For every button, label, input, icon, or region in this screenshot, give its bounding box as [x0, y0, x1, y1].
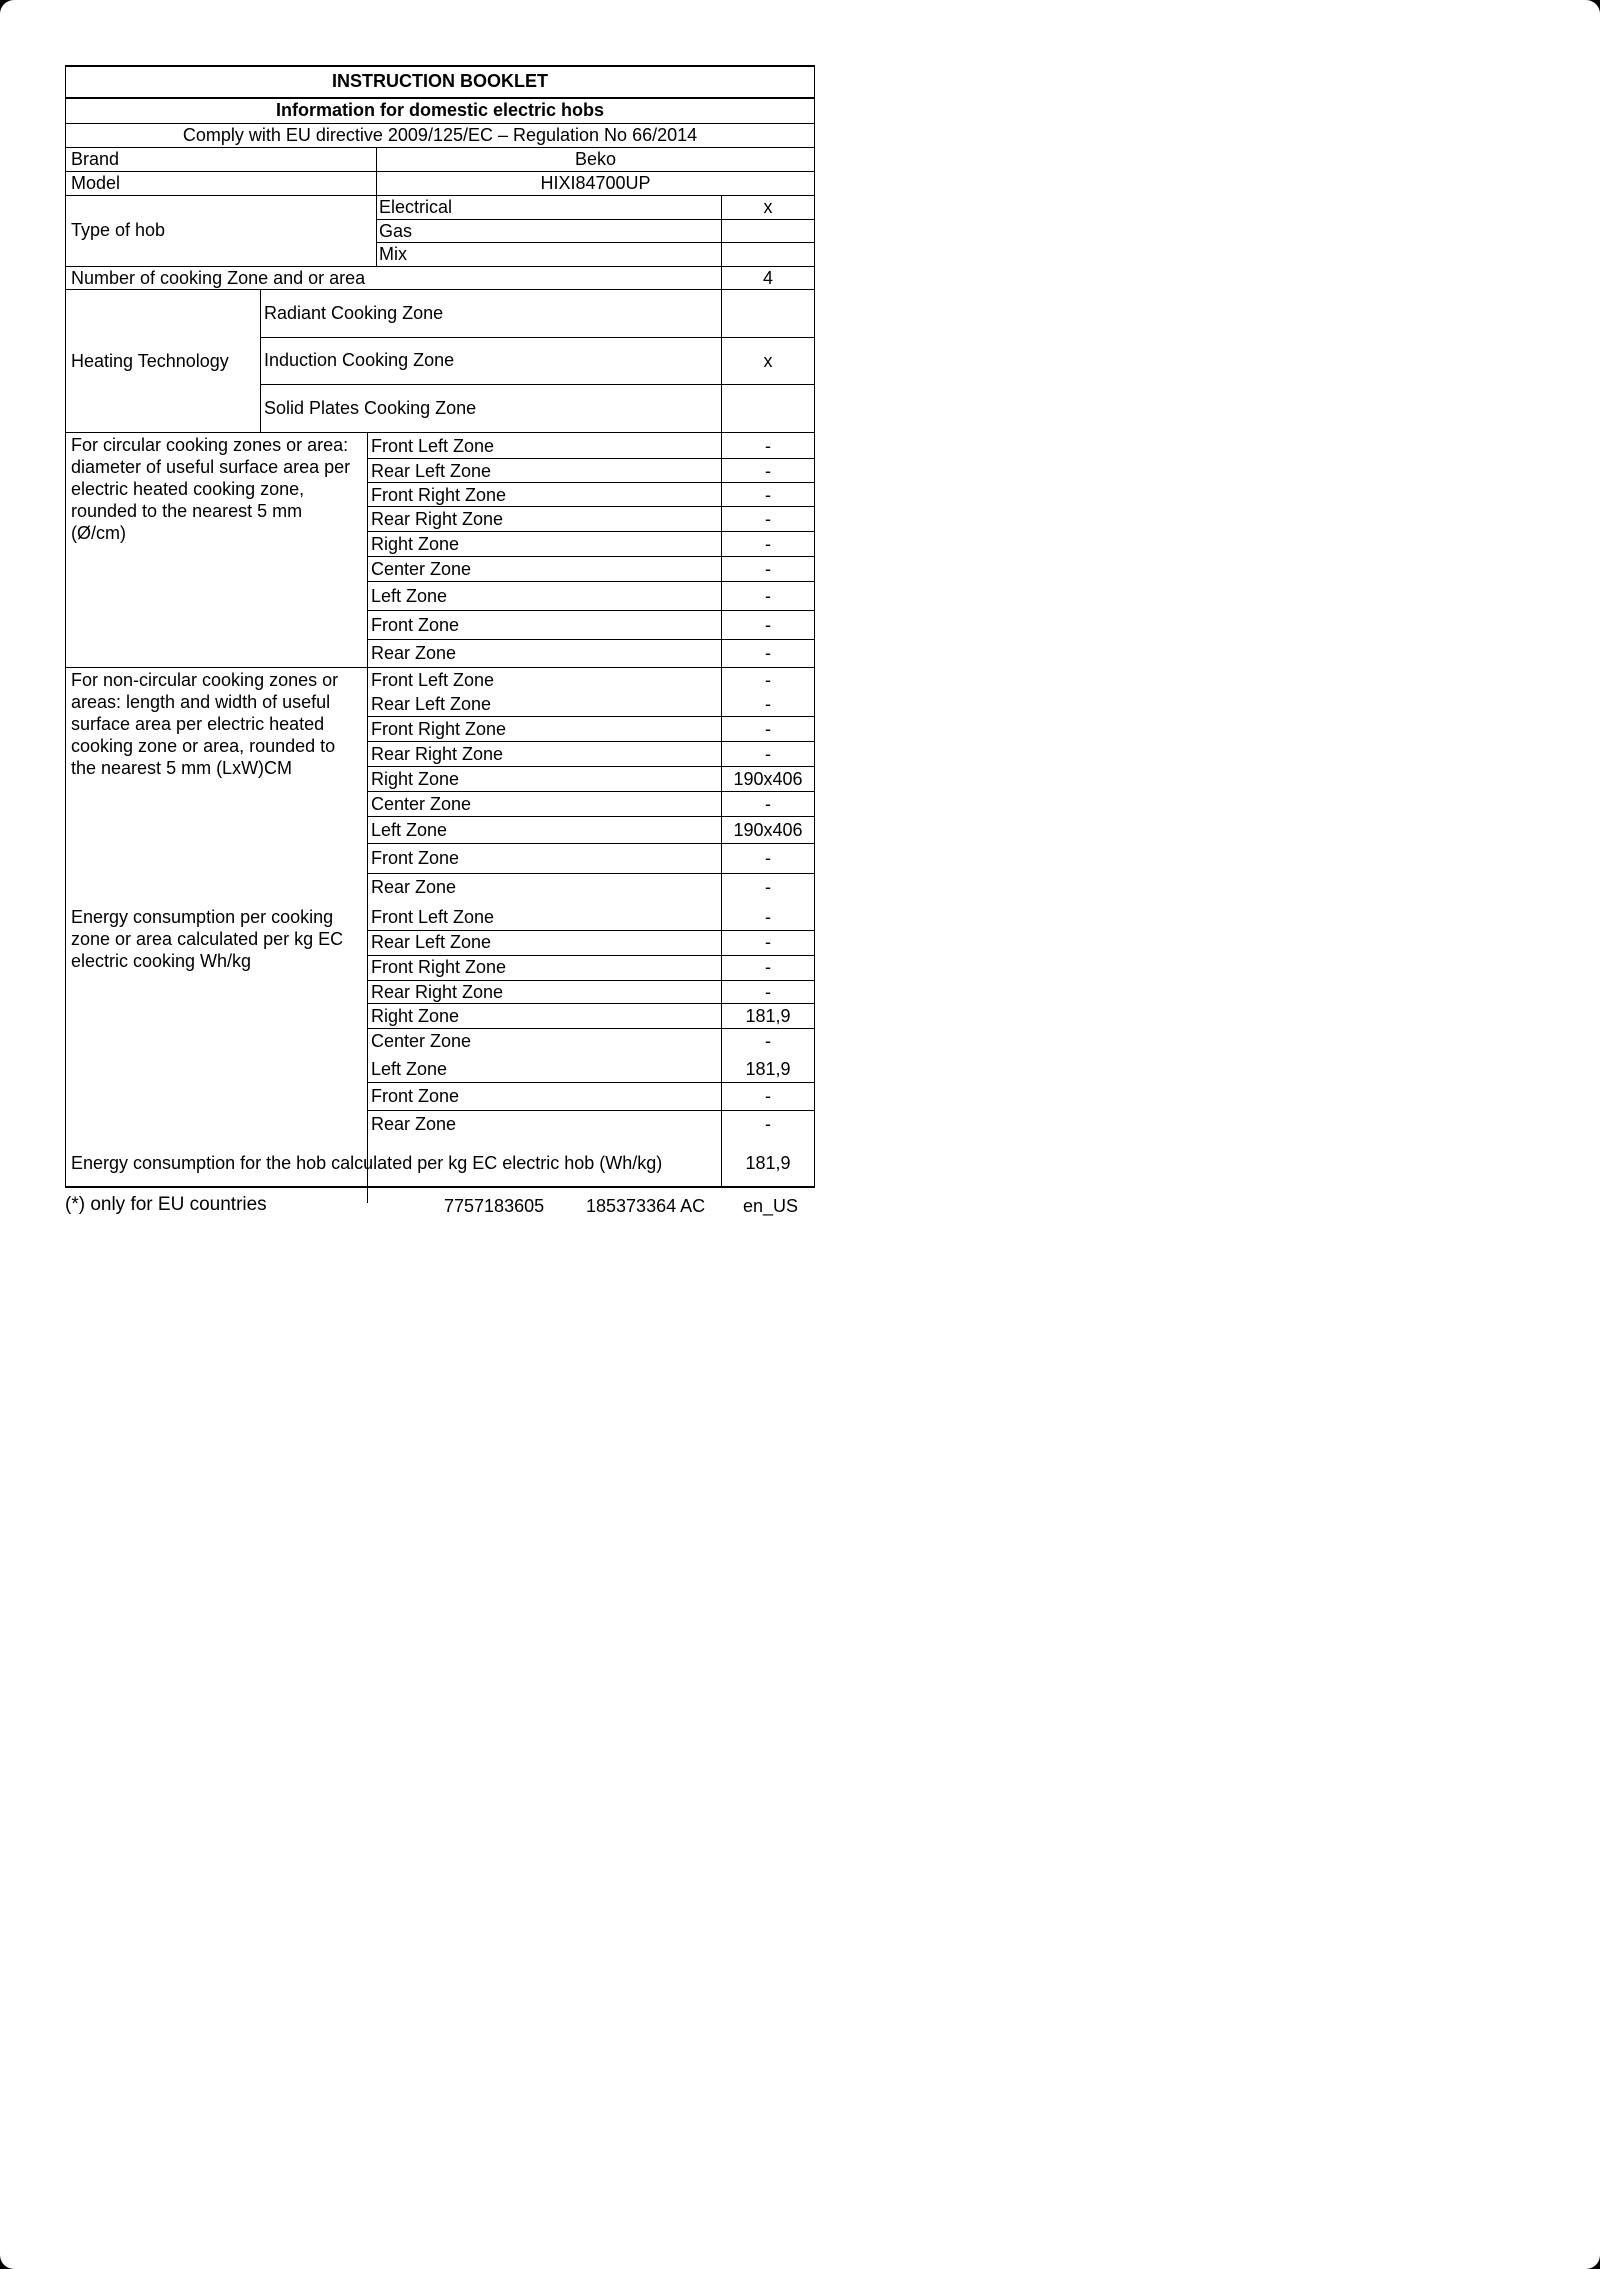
circular-zone-value: - — [765, 509, 771, 529]
circular-zone-value: - — [765, 461, 771, 481]
hob-type-option: Mix — [379, 244, 407, 264]
energy-zone-value: - — [765, 907, 771, 927]
heating-option: Solid Plates Cooking Zone — [264, 398, 477, 418]
energy-zone-name: Rear Zone — [371, 1114, 457, 1134]
brand-value: Beko — [574, 149, 617, 169]
circular-zone-name: Left Zone — [371, 586, 448, 606]
energy-zone-name: Right Zone — [371, 1006, 460, 1026]
booklet-subtitle: Information for domestic electric hobs — [275, 100, 605, 120]
zones-count-label: Number of cooking Zone and or area — [71, 268, 366, 288]
energy-hob-value: 181,9 — [745, 1153, 791, 1173]
hob-type-mark: x — [763, 197, 773, 217]
energy-zone-value: - — [765, 1086, 771, 1106]
noncircular-zone-name: Left Zone — [371, 820, 448, 840]
circular-zone-name: Front Right Zone — [371, 485, 507, 505]
heating-mark: x — [763, 351, 773, 371]
noncircular-zone-value: - — [765, 719, 771, 739]
footer-code: 185373364 AC — [586, 1196, 706, 1216]
circular-zone-value: - — [765, 436, 771, 456]
circular-zone-value: - — [765, 643, 771, 663]
energy-zone-name: Left Zone — [371, 1059, 448, 1079]
model-label: Model — [71, 173, 121, 193]
circular-zone-value: - — [765, 586, 771, 606]
zones-count-value: 4 — [762, 268, 773, 288]
noncircular-zone-name: Center Zone — [371, 794, 472, 814]
energy-hob-label: Energy consumption for the hob calculated per kg EC electric hob (Wh/kg) — [71, 1153, 663, 1173]
energy-zone-name: Center Zone — [371, 1031, 472, 1051]
circular-zone-name: Center Zone — [371, 559, 472, 579]
energy-zone-value: 181,9 — [745, 1006, 791, 1026]
brand-label: Brand — [71, 149, 120, 169]
heating-option: Induction Cooking Zone — [264, 350, 455, 370]
noncircular-zone-name: Front Right Zone — [371, 719, 507, 739]
energy-zone-name: Front Right Zone — [371, 957, 507, 977]
noncircular-zone-name: Rear Left Zone — [371, 694, 492, 714]
footer-code: 7757183605 — [444, 1196, 545, 1216]
footer-note: (*) only for EU countries — [65, 1194, 267, 1215]
heating-technology-label: Heating Technology — [71, 351, 229, 371]
noncircular-zone-value: 190x406 — [733, 820, 803, 840]
circular-zone-name: Right Zone — [371, 534, 460, 554]
hob-type-option: Electrical — [379, 197, 453, 217]
directive-text: Comply with EU directive 2009/125/EC – Regulation No 66/2014 — [182, 125, 698, 145]
heating-option: Radiant Cooking Zone — [264, 303, 444, 323]
energy-zone-value: - — [765, 932, 771, 952]
noncircular-zone-name: Front Zone — [371, 848, 460, 868]
noncircular-zone-value: - — [765, 744, 771, 764]
circular-zone-name: Rear Right Zone — [371, 509, 504, 529]
noncircular-zone-value: 190x406 — [733, 769, 803, 789]
noncircular-zone-value: - — [765, 877, 771, 897]
noncircular-zone-name: Front Left Zone — [371, 670, 495, 690]
energy-zone-label: Energy consumption per cooking zone or area calculated per kg EC electric cooking Wh/kg — [71, 907, 344, 971]
energy-zone-value: - — [765, 957, 771, 977]
noncircular-zones-label: For non-circular cooking zones or areas: length and width of useful surface area per electric heated cooking zone or area, rounded to the nearest 5 mm (LxW)CM — [71, 670, 339, 778]
noncircular-zone-value: - — [765, 694, 771, 714]
noncircular-zone-value: - — [765, 794, 771, 814]
hob-type-option: Gas — [379, 221, 413, 241]
hob-type-label: Type of hob — [71, 220, 166, 240]
energy-zone-name: Rear Right Zone — [371, 982, 504, 1002]
noncircular-zone-name: Rear Right Zone — [371, 744, 504, 764]
circular-zone-name: Rear Zone — [371, 643, 457, 663]
booklet-title: INSTRUCTION BOOKLET — [332, 71, 548, 91]
noncircular-zone-name: Rear Zone — [371, 877, 457, 897]
circular-zone-value: - — [765, 485, 771, 505]
circular-zone-name: Front Zone — [371, 615, 460, 635]
energy-zone-name: Rear Left Zone — [371, 932, 492, 952]
noncircular-zone-value: - — [765, 670, 771, 690]
circular-zone-value: - — [765, 534, 771, 554]
circular-zone-name: Rear Left Zone — [371, 461, 492, 481]
footer-locale: en_US — [743, 1196, 799, 1216]
energy-zone-name: Front Left Zone — [371, 907, 495, 927]
energy-zone-value: - — [765, 982, 771, 1002]
circular-zone-value: - — [765, 559, 771, 579]
energy-zone-name: Front Zone — [371, 1086, 460, 1106]
noncircular-zone-name: Right Zone — [371, 769, 460, 789]
energy-zone-value: - — [765, 1114, 771, 1134]
circular-zone-value: - — [765, 615, 771, 635]
energy-zone-value: - — [765, 1031, 771, 1051]
instruction-booklet-table — [65, 65, 815, 1188]
energy-zone-value: 181,9 — [745, 1059, 791, 1079]
circular-zones-label: For circular cooking zones or area: diameter of useful surface area per electric heated cooking zone, rounded to the nearest 5 mm (Ø/cm) — [71, 435, 351, 543]
model-value: HIXI84700UP — [540, 173, 651, 193]
noncircular-zone-value: - — [765, 848, 771, 868]
circular-zone-name: Front Left Zone — [371, 436, 495, 456]
